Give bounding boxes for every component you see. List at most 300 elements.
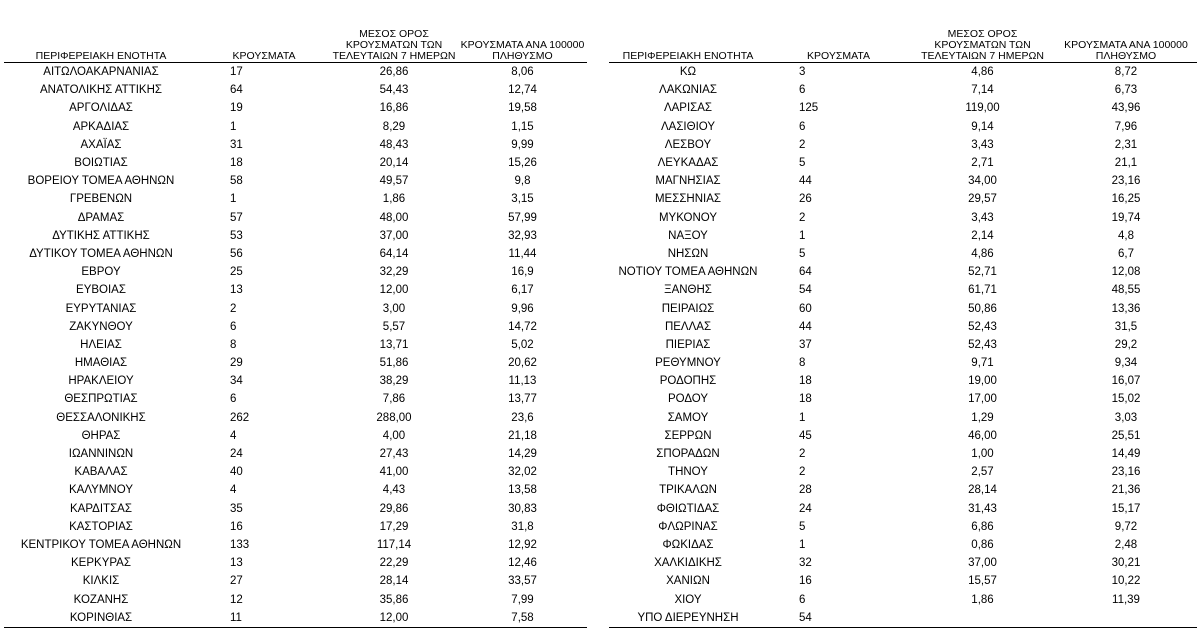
- cases-cell: 2: [230, 302, 237, 315]
- table-row: [609, 209, 1197, 227]
- region-cell: ΤΗΝΟΥ: [668, 466, 708, 479]
- per-100k-cell: 8,72: [1114, 66, 1138, 79]
- region-cell: ΕΥΒΟΙΑΣ: [76, 284, 126, 297]
- avg-7days-cell: 2,57: [971, 466, 994, 479]
- cases-cell: 53: [230, 229, 243, 242]
- region-cell: ΑΡΚΑΔΙΑΣ: [72, 120, 130, 133]
- avg-7days-cell: 52,43: [968, 320, 997, 333]
- region-cell: ΧΙΟΥ: [674, 593, 702, 606]
- region-cell: ΚΟΖΑΝΗΣ: [73, 593, 129, 606]
- per-100k-cell: 6,17: [511, 284, 534, 297]
- region-cell: ΜΥΚΟΝΟΥ: [658, 211, 718, 224]
- cases-cell: 16: [799, 575, 812, 588]
- avg-7days-cell: 31,43: [968, 502, 997, 515]
- avg-7days-cell: 4,43: [382, 484, 406, 497]
- table-row: [4, 318, 587, 336]
- avg-7days-cell: 9,14: [971, 120, 994, 133]
- region-column-header: ΠΕΡΙΦΕΡΕΙΑΚΗ ΕΝΟΤΗΤΑ: [4, 18, 198, 63]
- cases-cell: 2: [799, 466, 806, 479]
- avg-7days-cell: 54,43: [379, 84, 409, 97]
- table-row: [609, 154, 1197, 172]
- cases-cell: 5: [799, 157, 806, 170]
- region-cell: ΛΑΣΙΘΙΟΥ: [660, 120, 716, 133]
- region-cell: ΣΕΡΡΩΝ: [664, 429, 712, 442]
- region-cell: ΠΙΕΡΙΑΣ: [665, 338, 711, 351]
- avg-7days-cell: 7,14: [971, 84, 994, 97]
- avg-7days-cell: 12,00: [379, 284, 409, 297]
- avg-7days-cell: 29,86: [379, 502, 409, 515]
- avg-7days-cell: 38,29: [379, 375, 409, 388]
- cases-cell: 35: [230, 502, 243, 515]
- table-row: [4, 409, 587, 427]
- region-cell: ΝΟΤΙΟΥ ΤΟΜΕΑ ΑΘΗΝΩΝ: [618, 266, 758, 279]
- region-cell: ΡΟΔΟΥ: [667, 393, 709, 406]
- cases-cell: 34: [230, 375, 243, 388]
- region-cell: ΒΟΙΩΤΙΑΣ: [74, 157, 128, 170]
- region-cell: ΑΧΑΪΑΣ: [80, 138, 122, 151]
- region-cell: ΛΑΡΙΣΑΣ: [663, 102, 713, 115]
- avg-7days-cell: 3,00: [382, 302, 406, 315]
- per-100k-cell: 9,72: [1114, 520, 1138, 533]
- avg-7days-cell: 51,86: [379, 357, 409, 370]
- per-100k-cell: 33,57: [508, 575, 537, 588]
- per-100k-cell: 23,6: [511, 411, 534, 424]
- per-100k-cell: 6,73: [1114, 84, 1138, 97]
- per-100k-cell: 12,74: [508, 84, 537, 97]
- cases-cell: 17: [230, 66, 243, 79]
- table-row: [4, 118, 587, 136]
- avg-7days-cell: 5,57: [382, 320, 406, 333]
- per-100k-cell: 12,92: [508, 538, 537, 551]
- cases-cell: 19: [230, 102, 243, 115]
- per-100k-cell: 7,96: [1114, 120, 1138, 133]
- region-cell: ΕΒΡΟΥ: [81, 266, 121, 279]
- cases-cell: 1: [799, 411, 806, 424]
- cases-cell: 1: [230, 193, 237, 206]
- avg-7days-cell: 119,00: [965, 102, 1000, 115]
- region-cell: ΜΑΓΝΗΣΙΑΣ: [655, 175, 721, 188]
- per-100k-cell: 9,8: [514, 175, 531, 188]
- table-row: [609, 281, 1197, 299]
- cases-cell: 4: [230, 429, 237, 442]
- cases-cell: 133: [230, 538, 250, 551]
- avg-7days-cell: 12,00: [330, 609, 458, 628]
- avg-7days-cell: 288,00: [376, 411, 412, 424]
- per-100k-cell: 15,02: [1111, 393, 1141, 406]
- avg-7days-cell: 50,86: [968, 302, 997, 315]
- cases-cell: 54: [799, 284, 812, 297]
- table-row: [609, 609, 1197, 628]
- cases-cell: 13: [230, 557, 243, 570]
- per-100k-cell: 23,16: [1111, 175, 1141, 188]
- region-cell: ΜΕΣΣΗΝΙΑΣ: [654, 193, 722, 206]
- header-row: [4, 18, 587, 63]
- per-100k-cell: 12,46: [508, 557, 537, 570]
- table-row: [4, 445, 587, 463]
- table-row: [4, 136, 587, 154]
- cases-cell: 64: [799, 266, 812, 279]
- cases-cell: 1: [230, 120, 237, 133]
- avg-7days-cell: 2,14: [971, 229, 994, 242]
- region-cell: ΚΙΛΚΙΣ: [82, 575, 120, 588]
- avg-7days-cell: 22,29: [379, 557, 409, 570]
- cases-cell: 1: [799, 229, 806, 242]
- per-100k-cell: 43,96: [1111, 102, 1141, 115]
- avg-7days-cell: 19,00: [968, 375, 997, 388]
- table-row: [609, 536, 1197, 554]
- table-row: [609, 409, 1197, 427]
- avg-7days-cell: 26,86: [379, 66, 409, 79]
- table-row: [609, 463, 1197, 481]
- region-cell: ΦΘΙΩΤΙΔΑΣ: [656, 502, 720, 515]
- table-row: [4, 390, 587, 408]
- cases-cell: 54: [767, 609, 910, 628]
- per-100k-cell: 6,7: [1118, 247, 1134, 260]
- avg-7days-cell: 4,86: [971, 247, 994, 260]
- region-cell: ΚΕΝΤΡΙΚΟΥ ΤΟΜΕΑ ΑΘΗΝΩΝ: [20, 538, 182, 551]
- per-100k-cell: 11,39: [1112, 593, 1140, 606]
- table-row: [4, 336, 587, 354]
- per-100k-cell: 15,17: [1111, 502, 1141, 515]
- per-100k-cell: 32,02: [508, 466, 537, 479]
- avg-7days-cell: 32,29: [379, 266, 409, 279]
- cases-cell: 25: [230, 266, 243, 279]
- region-cell: ΛΕΥΚΑΔΑΣ: [657, 157, 719, 170]
- cases-cell: 64: [230, 84, 243, 97]
- table-row: [609, 118, 1197, 136]
- region-cell: ΑΡΓΟΛΙΔΑΣ: [69, 102, 133, 115]
- table-row: [4, 209, 587, 227]
- per-100k-cell: 30,21: [1111, 557, 1141, 570]
- table-row: [4, 536, 587, 554]
- cases-cell: 262: [230, 411, 250, 424]
- avg-7days-cell: 0,86: [971, 538, 994, 551]
- table-row: [609, 572, 1197, 590]
- region-cell: ΔΥΤΙΚΟΥ ΤΟΜΕΑ ΑΘΗΝΩΝ: [29, 247, 173, 260]
- per-100k-cell: 9,99: [511, 138, 534, 151]
- cases-cell: 44: [799, 175, 812, 188]
- per-100k-cell: 3,15: [511, 193, 534, 206]
- cases-cell: 6: [799, 593, 806, 606]
- cases-cell: 2: [799, 448, 806, 461]
- cases-cell: 28: [799, 484, 812, 497]
- avg-7days-cell: 46,00: [968, 429, 997, 442]
- region-column-header: ΠΕΡΙΦΕΡΕΙΑΚΗ ΕΝΟΤΗΤΑ: [609, 18, 767, 63]
- cases-cell: 12: [230, 593, 243, 606]
- table-row: [609, 190, 1197, 208]
- per-100k-cell: 21,36: [1111, 484, 1141, 497]
- table-row: [609, 500, 1197, 518]
- avg-7days-cell: 4,00: [382, 429, 406, 442]
- table-row: [609, 518, 1197, 536]
- region-cell: ΘΕΣΠΡΩΤΙΑΣ: [64, 393, 138, 406]
- table-row: [609, 227, 1197, 245]
- per-100k-cell: 11,13: [508, 375, 537, 388]
- table-row: [609, 263, 1197, 281]
- region-cell: ΘΕΣΣΑΛΟΝΙΚΗΣ: [56, 411, 146, 424]
- table-row: [609, 99, 1197, 117]
- table-row: [609, 554, 1197, 572]
- region-cell: ΚΕΡΚΥΡΑΣ: [71, 557, 131, 570]
- per-100k-cell: 13,58: [508, 484, 537, 497]
- avg-7days-cell: 117,14: [376, 538, 412, 551]
- cases-cell: 40: [230, 466, 243, 479]
- avg-7days-cell: 17,29: [379, 520, 409, 533]
- region-cell: ΤΡΙΚΑΛΩΝ: [659, 484, 717, 497]
- table-row: [4, 554, 587, 572]
- table-row: [609, 172, 1197, 190]
- avg-7days-cell: 2,71: [971, 157, 994, 170]
- cases-cell: 1: [799, 538, 806, 551]
- cases-cell: 18: [799, 393, 812, 406]
- cases-cell: 24: [799, 502, 812, 515]
- table-row: [4, 372, 587, 390]
- table-row: [4, 154, 587, 172]
- cases-cell: 8: [799, 357, 806, 370]
- table-row: [4, 427, 587, 445]
- cases-cell: 6: [230, 393, 237, 406]
- table-row: [609, 372, 1197, 390]
- table-row: [609, 136, 1197, 154]
- table-row: [609, 354, 1197, 372]
- table-row: [4, 299, 587, 317]
- cases-cell: 58: [230, 175, 243, 188]
- cases-cell: 29: [230, 357, 243, 370]
- per-100k-cell: 32,93: [508, 229, 537, 242]
- table-row: [4, 518, 587, 536]
- per-100k-column-header: ΚΡΟΥΣΜΑΤΑ ΑΝΑ 100000 ΠΛΗΘΥΣΜΟ: [458, 18, 587, 63]
- avg-7days-cell: 15,57: [968, 575, 997, 588]
- per-100k-cell: 25,51: [1111, 429, 1141, 442]
- per-100k-cell: 3,03: [1114, 411, 1138, 424]
- region-cell: ΛΑΚΩΝΙΑΣ: [659, 84, 717, 97]
- region-cell: ΑΝΑΤΟΛΙΚΗΣ ΑΤΤΙΚΗΣ: [39, 84, 162, 97]
- table-row: [609, 318, 1197, 336]
- per-100k-cell: 57,99: [508, 211, 537, 224]
- region-cell: ΣΠΟΡΑΔΩΝ: [656, 448, 720, 461]
- table-row: [4, 609, 587, 628]
- per-100k-cell: 48,55: [1111, 284, 1141, 297]
- region-cell: ΡΟΔΟΠΗΣ: [659, 375, 717, 388]
- table-row: [4, 281, 587, 299]
- per-100k-cell: 14,29: [508, 448, 537, 461]
- cases-cell: 18: [799, 375, 812, 388]
- table-row: [4, 481, 587, 499]
- table-row: [4, 99, 587, 117]
- region-cell: ΦΛΩΡΙΝΑΣ: [658, 520, 718, 533]
- avg-7days-cell: 37,00: [968, 557, 997, 570]
- avg-7days-column-header: ΜΕΣΟΣ ΟΡΟΣ ΚΡΟΥΣΜΑΤΩΝ ΤΩΝ ΤΕΛΕΥΤΑΙΩΝ 7 ΗΜΕΡΩΝ: [330, 18, 458, 63]
- table-row: [4, 354, 587, 372]
- cases-column-header: ΚΡΟΥΣΜΑΤΑ: [198, 18, 330, 63]
- avg-7days-cell: 4,86: [971, 66, 994, 79]
- region-cell: ΖΑΚΥΝΘΟΥ: [69, 320, 133, 333]
- region-cell: ΥΠΟ ΔΙΕΡΕΥΝΗΣΗ: [609, 609, 767, 628]
- region-cell: ΠΕΙΡΑΙΩΣ: [661, 302, 715, 315]
- avg-7days-cell: 28,14: [968, 484, 997, 497]
- table-row: [609, 445, 1197, 463]
- region-cell: ΚΩ: [679, 66, 697, 79]
- cases-cell: 5: [799, 247, 806, 260]
- per-100k-cell: 16,9: [511, 266, 534, 279]
- per-100k-cell: 4,8: [1118, 229, 1134, 242]
- cases-cell: 3: [799, 66, 806, 79]
- region-cell: ΦΩΚΙΔΑΣ: [662, 538, 714, 551]
- per-100k-cell: 7,58: [458, 609, 587, 628]
- per-100k-cell: 16,25: [1111, 193, 1141, 206]
- avg-7days-cell: 16,86: [379, 102, 409, 115]
- avg-7days-cell: 1,86: [971, 593, 994, 606]
- avg-7days-cell: 3,43: [971, 211, 994, 224]
- per-100k-cell: 14,49: [1111, 448, 1141, 461]
- table-row: [609, 336, 1197, 354]
- cases-column-header: ΚΡΟΥΣΜΑΤΑ: [767, 18, 910, 63]
- table-row: [4, 172, 587, 190]
- avg-7days-cell: 27,43: [379, 448, 409, 461]
- right-table-body: [609, 63, 1197, 628]
- cases-cell: 2: [799, 211, 806, 224]
- region-cell: ΛΕΣΒΟΥ: [664, 138, 712, 151]
- region-cell: ΗΜΑΘΙΑΣ: [74, 357, 128, 370]
- region-cell: ΕΥΡΥΤΑΝΙΑΣ: [65, 302, 137, 315]
- region-cell: ΒΟΡΕΙΟΥ ΤΟΜΕΑ ΑΘΗΝΩΝ: [27, 175, 175, 188]
- avg-7days-cell: 49,57: [379, 175, 409, 188]
- cases-cell: 44: [799, 320, 812, 333]
- table-row: [4, 572, 587, 590]
- per-100k-cell: [1055, 609, 1197, 628]
- cases-cell: 31: [230, 138, 243, 151]
- per-100k-cell: 21,1: [1114, 157, 1138, 170]
- table-row: [4, 263, 587, 281]
- cases-cell: 6: [799, 84, 806, 97]
- cases-cell: 6: [799, 120, 806, 133]
- cases-cell: 37: [799, 338, 812, 351]
- table-row: [609, 390, 1197, 408]
- avg-7days-cell: 20,14: [379, 157, 409, 170]
- cases-cell: 24: [230, 448, 243, 461]
- per-100k-cell: 19,58: [508, 102, 537, 115]
- table-row: [609, 590, 1197, 608]
- region-cell: ΚΑΒΑΛΑΣ: [74, 466, 128, 479]
- per-100k-cell: 15,26: [508, 157, 537, 170]
- region-cell: ΞΑΝΘΗΣ: [664, 284, 712, 297]
- avg-7days-cell: 7,86: [382, 393, 406, 406]
- header-row: [609, 18, 1197, 63]
- cases-cell: 26: [799, 193, 812, 206]
- per-100k-cell: 13,36: [1111, 302, 1141, 315]
- avg-7days-cell: 61,71: [968, 284, 997, 297]
- region-cell: ΘΗΡΑΣ: [81, 429, 121, 442]
- cases-cell: 6: [230, 320, 237, 333]
- table-row: [609, 299, 1197, 317]
- avg-7days-cell: 34,00: [968, 175, 997, 188]
- per-100k-cell: 16,07: [1111, 375, 1141, 388]
- per-100k-cell: 12,08: [1111, 266, 1141, 279]
- region-cell: ΗΡΑΚΛΕΙΟΥ: [68, 375, 134, 388]
- table-row: [4, 81, 587, 99]
- cases-cell: 8: [230, 338, 237, 351]
- region-cell: ΔΡΑΜΑΣ: [77, 211, 125, 224]
- per-100k-cell: 10,22: [1111, 575, 1141, 588]
- per-100k-cell: 2,48: [1114, 538, 1138, 551]
- table-row: [609, 481, 1197, 499]
- avg-7days-cell: 37,00: [379, 229, 409, 242]
- region-cell: ΚΑΡΔΙΤΣΑΣ: [70, 502, 132, 515]
- cases-cell: 18: [230, 157, 243, 170]
- table-row: [609, 81, 1197, 99]
- avg-7days-cell: 6,86: [971, 520, 994, 533]
- table-row: [4, 245, 587, 263]
- region-cell: ΝΗΣΩΝ: [667, 247, 709, 260]
- per-100k-cell: 2,31: [1114, 138, 1138, 151]
- avg-7days-cell: 41,00: [379, 466, 409, 479]
- per-100k-cell: 19,74: [1111, 211, 1141, 224]
- avg-7days-cell: 48,43: [379, 138, 409, 151]
- cases-cell: 27: [230, 575, 243, 588]
- avg-7days-cell: 1,00: [971, 448, 994, 461]
- cases-cell: 13: [230, 284, 243, 297]
- per-100k-cell: 5,02: [511, 338, 534, 351]
- cases-cell: 4: [230, 484, 237, 497]
- avg-7days-column-header: ΜΕΣΟΣ ΟΡΟΣ ΚΡΟΥΣΜΑΤΩΝ ΤΩΝ ΤΕΛΕΥΤΑΙΩΝ 7 ΗΜΕΡΩΝ: [910, 18, 1055, 63]
- cases-cell: 16: [230, 520, 243, 533]
- per-100k-cell: 30,83: [508, 502, 537, 515]
- cases-cell: 45: [799, 429, 812, 442]
- cases-cell: 57: [230, 211, 243, 224]
- region-cell: ΝΑΞΟΥ: [668, 229, 708, 242]
- cases-cell: 60: [799, 302, 812, 315]
- table-row: [4, 227, 587, 245]
- cases-cell: 2: [799, 138, 806, 151]
- table-row: [4, 590, 587, 608]
- region-cell: ΓΡΕΒΕΝΩΝ: [69, 193, 133, 206]
- avg-7days-cell: 3,43: [971, 138, 994, 151]
- cases-cell: 11: [198, 609, 330, 628]
- per-100k-cell: 13,77: [508, 393, 537, 406]
- region-cell: ΧΑΛΚΙΔΙΚΗΣ: [654, 557, 722, 570]
- table-row: [4, 63, 587, 82]
- per-100k-cell: 29,2: [1114, 338, 1138, 351]
- avg-7days-cell: 9,71: [971, 357, 994, 370]
- region-cell: ΚΑΛΥΜΝΟΥ: [69, 484, 133, 497]
- avg-7days-cell: 17,00: [968, 393, 997, 406]
- per-100k-cell: 14,72: [508, 320, 537, 333]
- table-row: [609, 245, 1197, 263]
- per-100k-cell: 20,62: [508, 357, 537, 370]
- cases-cell: 5: [799, 520, 806, 533]
- table-row: [4, 190, 587, 208]
- region-cell: ΧΑΝΙΩΝ: [666, 575, 710, 588]
- avg-7days-cell: 64,14: [379, 247, 409, 260]
- per-100k-cell: 9,96: [511, 302, 534, 315]
- per-100k-column-header: ΚΡΟΥΣΜΑΤΑ ΑΝΑ 100000 ΠΛΗΘΥΣΜΟ: [1055, 18, 1197, 63]
- cases-cell: 125: [799, 102, 819, 115]
- avg-7days-cell: 8,29: [382, 120, 406, 133]
- table-row: [4, 500, 587, 518]
- left-cases-table: [4, 18, 587, 628]
- avg-7days-cell: 52,71: [968, 266, 997, 279]
- region-cell: ΡΕΘΥΜΝΟΥ: [655, 357, 721, 370]
- region-cell: ΔΥΤΙΚΗΣ ΑΤΤΙΚΗΣ: [52, 229, 150, 242]
- per-100k-cell: 31,8: [511, 520, 534, 533]
- table-row: [609, 427, 1197, 445]
- avg-7days-cell: 35,86: [379, 593, 409, 606]
- avg-7days-cell: 1,86: [382, 193, 406, 206]
- left-table-body: [4, 63, 587, 628]
- per-100k-cell: 31,5: [1114, 320, 1138, 333]
- per-100k-cell: 7,99: [511, 593, 534, 606]
- per-100k-cell: 11,44: [508, 247, 537, 260]
